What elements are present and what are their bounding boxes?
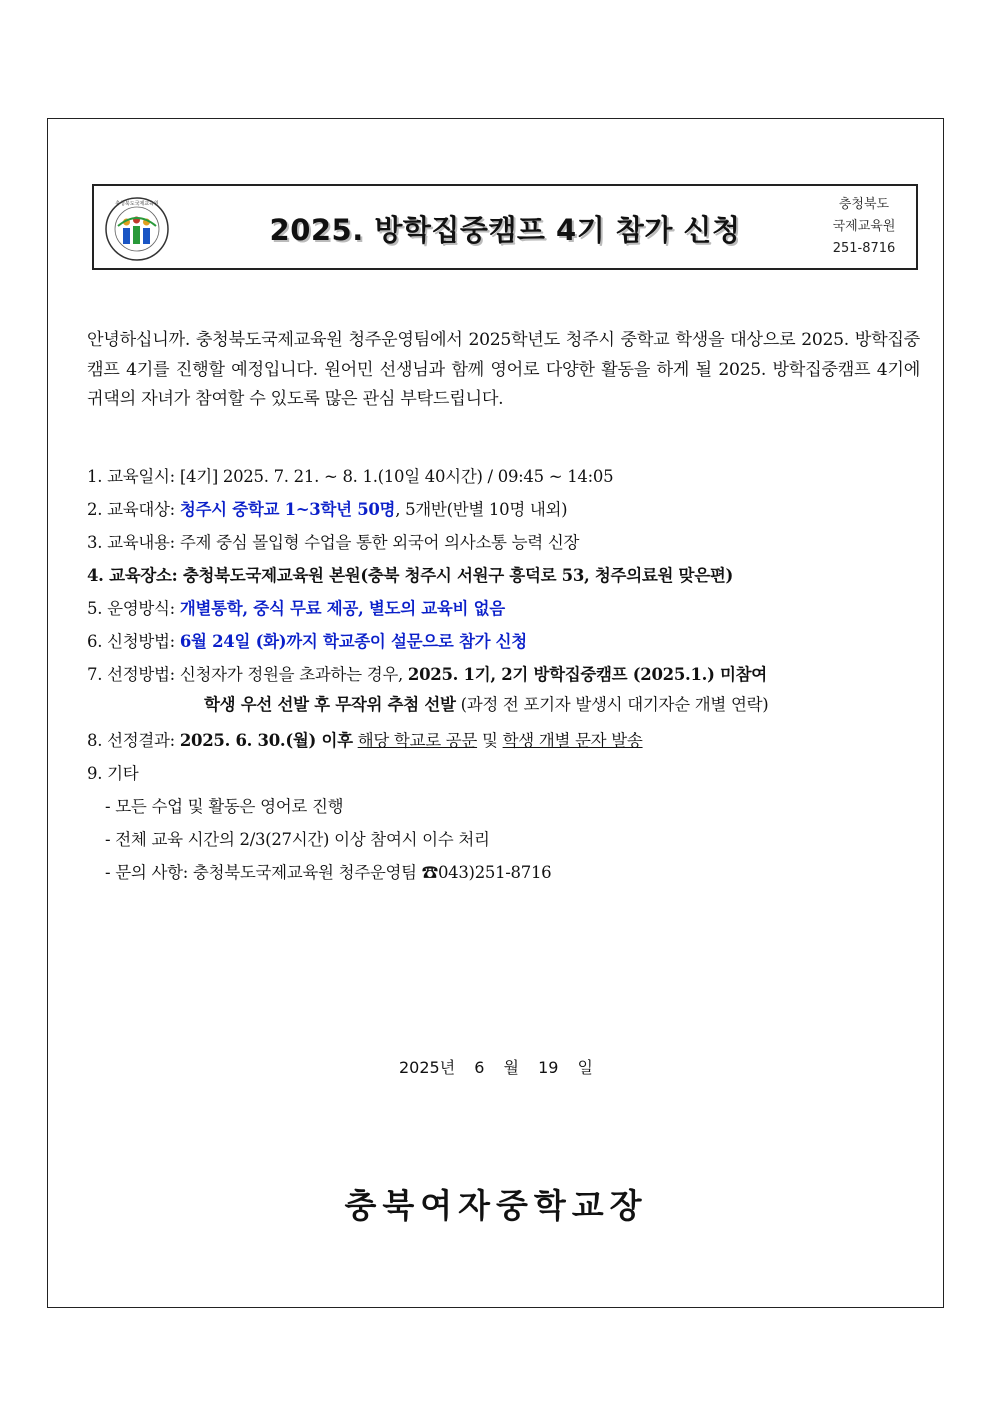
item-operation: 5. 운영방식: 개별통학, 중식 무료 제공, 별도의 교육비 없음 bbox=[87, 599, 505, 618]
item-selection-cont: 학생 우선 선발 후 무작위 추첨 선발 (과정 전 포기자 발생시 대기자순 개별 연락) bbox=[204, 695, 769, 714]
item-location: 4. 교육장소: 충청북도국제교육원 본원(충북 청주시 서원구 흥덕로 53, 청주의료원 맞은편) bbox=[87, 566, 733, 585]
item-etc: 9. 기타 bbox=[87, 764, 139, 783]
document-date: 2025년 6 월 19 일 bbox=[399, 1058, 593, 1077]
org-phone: 251-8716 bbox=[832, 241, 896, 256]
header-box bbox=[92, 184, 918, 270]
item-application: 6. 신청방법: 6월 24일 (화)까지 학교종이 설문으로 참가 신청 bbox=[87, 632, 527, 651]
org-info bbox=[824, 194, 904, 260]
intro-paragraph: 안녕하십니까. 충청북도국제교육원 청주운영팀에서 2025학년도 청주시 중학교 학생을 대상으로 2025. 방학집중캠프 4기를 진행할 예정입니다. 원어민 선생님과 함께 영어로 다양한 활동을 하게 될 2025. 방학집중캠프 4기에 귀댁의 자녀가 참여할 수 있도록 많은 관심 부탁드립니다. bbox=[87, 330, 920, 409]
org-name: 국제교육원 bbox=[832, 219, 896, 234]
item-target: 2. 교육대상: 청주시 중학교 1~3학년 50명, 5개반(반별 10명 내외) bbox=[87, 500, 568, 519]
item-content: 3. 교육내용: 주제 중심 몰입형 수업을 통한 외국어 의사소통 능력 신장 bbox=[87, 533, 580, 552]
principal-signature: 충북여자중학교장 bbox=[344, 1186, 648, 1225]
org-province: 충청북도 bbox=[838, 197, 890, 212]
etc-note: - 전체 교육 시간의 2/3(27시간) 이상 참여시 이수 처리 bbox=[105, 830, 490, 849]
item-selection: 7. 선정방법: 신청자가 정원을 초과하는 경우, 2025. 1기, 2기 방학집중캠프 (2025.1.) 미참여 bbox=[87, 665, 767, 684]
item-result: 8. 선정결과: 2025. 6. 30.(월) 이후 해당 학교로 공문 및 학생 개별 문자 발송 bbox=[87, 731, 643, 750]
item-schedule: 1. 교육일시: [4기] 2025. 7. 21. ~ 8. 1.(10일 40시간) / 09:45 ~ 14:05 bbox=[87, 467, 614, 486]
svg-text:충청북도국제교육원: 충청북도국제교육원 bbox=[115, 201, 159, 207]
etc-note: - 문의 사항: 충청북도국제교육원 청주운영팀 ☎043)251-8716 bbox=[105, 863, 552, 882]
item-list bbox=[87, 464, 927, 893]
document-title: 2025. 방학집중캠프 4기 참가 신청 bbox=[269, 213, 741, 247]
etc-note: - 모든 수업 및 활동은 영어로 진행 bbox=[105, 797, 344, 816]
